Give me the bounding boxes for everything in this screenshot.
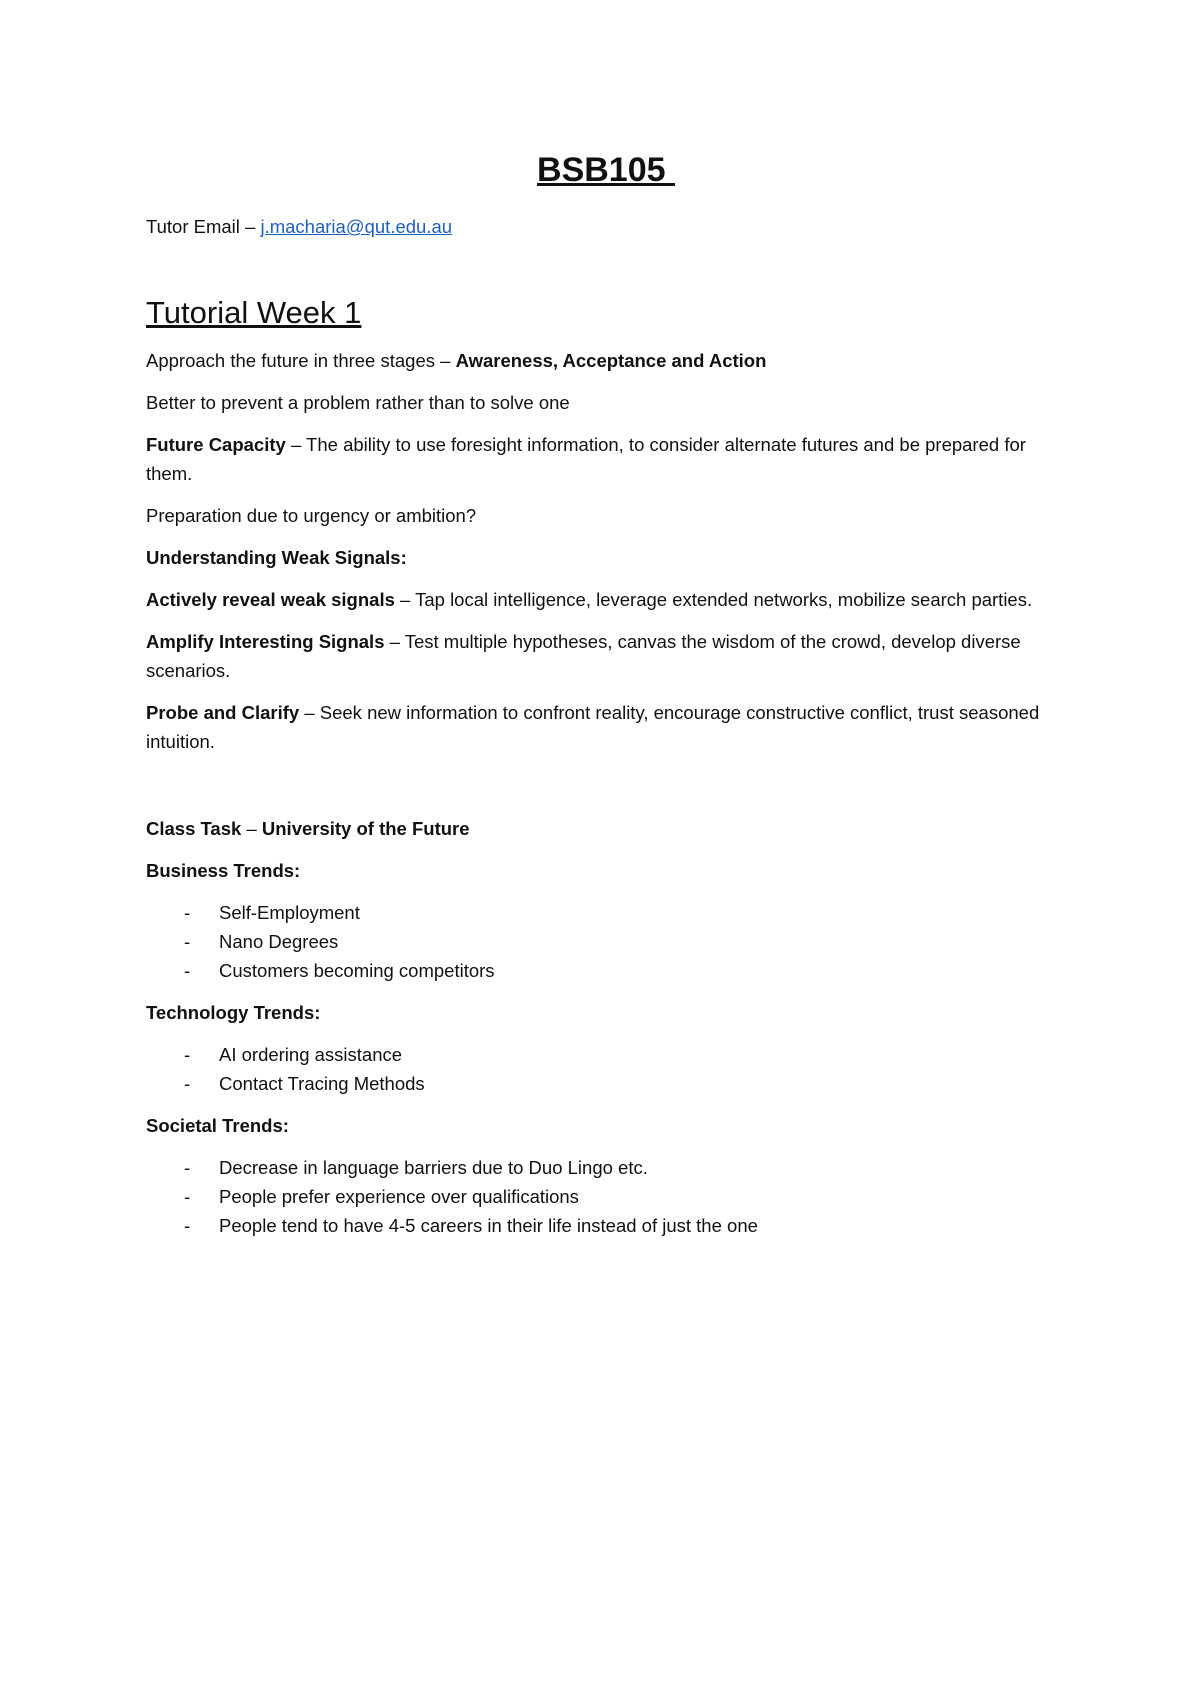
list-item-text: AI ordering assistance — [219, 1044, 403, 1065]
list-item — [146, 927, 1066, 956]
actively-term: Actively reveal weak signals — [146, 589, 395, 610]
class-task-paragraph — [146, 814, 1066, 843]
weak-signals-heading-text: Understanding Weak Signals: — [146, 547, 407, 568]
technology-trends-list — [146, 1040, 1066, 1098]
section-heading-tutorial-week-1: Tutorial Week 1 — [146, 295, 362, 330]
list-item — [146, 1069, 1066, 1098]
list-item — [146, 956, 1066, 985]
list-item — [146, 1153, 1066, 1182]
societal-trends-heading-text: Societal Trends: — [146, 1115, 289, 1136]
class-task-term: Class Task — [146, 818, 242, 839]
actively-text: – Tap local intelligence, leverage extended networks, mobilize search parties. — [394, 589, 1033, 610]
tutor-email-line — [146, 212, 1066, 241]
list-item-text: People prefer experience over qualifications — [219, 1186, 579, 1207]
dash-bullet: - — [184, 1215, 191, 1236]
future-capacity-text: – The ability to use foresight information, to consider alternate futures and be prepared for them. — [146, 434, 1026, 484]
probe-term: Probe and Clarify — [146, 702, 300, 723]
future-capacity-term: Future Capacity — [146, 434, 286, 455]
dash-bullet: - — [184, 1186, 191, 1207]
dash-bullet: - — [184, 1044, 191, 1065]
amplify-paragraph — [146, 627, 1066, 685]
list-item-text: Self-Employment — [219, 902, 360, 923]
dash-bullet: - — [184, 902, 191, 923]
business-trends-heading — [146, 856, 1066, 885]
class-task-title: University of the Future — [261, 818, 470, 839]
list-item — [146, 1040, 1066, 1069]
amplify-term: Amplify Interesting Signals — [146, 631, 385, 652]
list-item-text: Nano Degrees — [219, 931, 339, 952]
list-item-text: Decrease in language barriers due to Duo Lingo etc. — [219, 1157, 648, 1178]
class-task-sep: – — [241, 818, 262, 839]
approach-paragraph — [146, 346, 1066, 375]
amplify-text: – Test multiple hypotheses, canvas the wisdom of the crowd, develop diverse scenarios. — [146, 631, 1021, 681]
dash-bullet: - — [184, 1073, 191, 1094]
approach-stages: Awareness, Acceptance and Action — [455, 350, 767, 371]
list-item-text: Contact Tracing Methods — [219, 1073, 425, 1094]
dash-bullet: - — [184, 1157, 191, 1178]
tutor-email-link[interactable]: j.macharia@qut.edu.au — [260, 216, 453, 237]
prevent-paragraph: Better to prevent a problem rather than to solve one — [146, 392, 570, 413]
business-trends-heading-text: Business Trends: — [146, 860, 301, 881]
list-item-text: Customers becoming competitors — [219, 960, 495, 981]
list-item-text: People tend to have 4-5 careers in their life instead of just the one — [219, 1215, 758, 1236]
approach-text: Approach the future in three stages – — [146, 350, 456, 371]
probe-text: – Seek new information to confront reality, encourage constructive conflict, trust seasoned intuition. — [146, 702, 1040, 752]
list-item — [146, 1211, 1066, 1240]
tutor-email-label: Tutor Email – — [146, 216, 261, 237]
list-item — [146, 1182, 1066, 1211]
technology-trends-heading-text: Technology Trends: — [146, 1002, 321, 1023]
document-page — [146, 150, 1066, 1240]
dash-bullet: - — [184, 960, 191, 981]
document-title: BSB105 — [537, 151, 675, 189]
dash-bullet: - — [184, 931, 191, 952]
societal-trends-list — [146, 1153, 1066, 1240]
actively-paragraph — [146, 585, 1066, 614]
societal-trends-heading — [146, 1111, 1066, 1140]
technology-trends-heading — [146, 998, 1066, 1027]
future-capacity-paragraph — [146, 430, 1066, 488]
weak-signals-heading — [146, 543, 1066, 572]
list-item — [146, 898, 1066, 927]
business-trends-list — [146, 898, 1066, 985]
preparation-paragraph: Preparation due to urgency or ambition? — [146, 505, 477, 526]
probe-paragraph — [146, 698, 1066, 756]
